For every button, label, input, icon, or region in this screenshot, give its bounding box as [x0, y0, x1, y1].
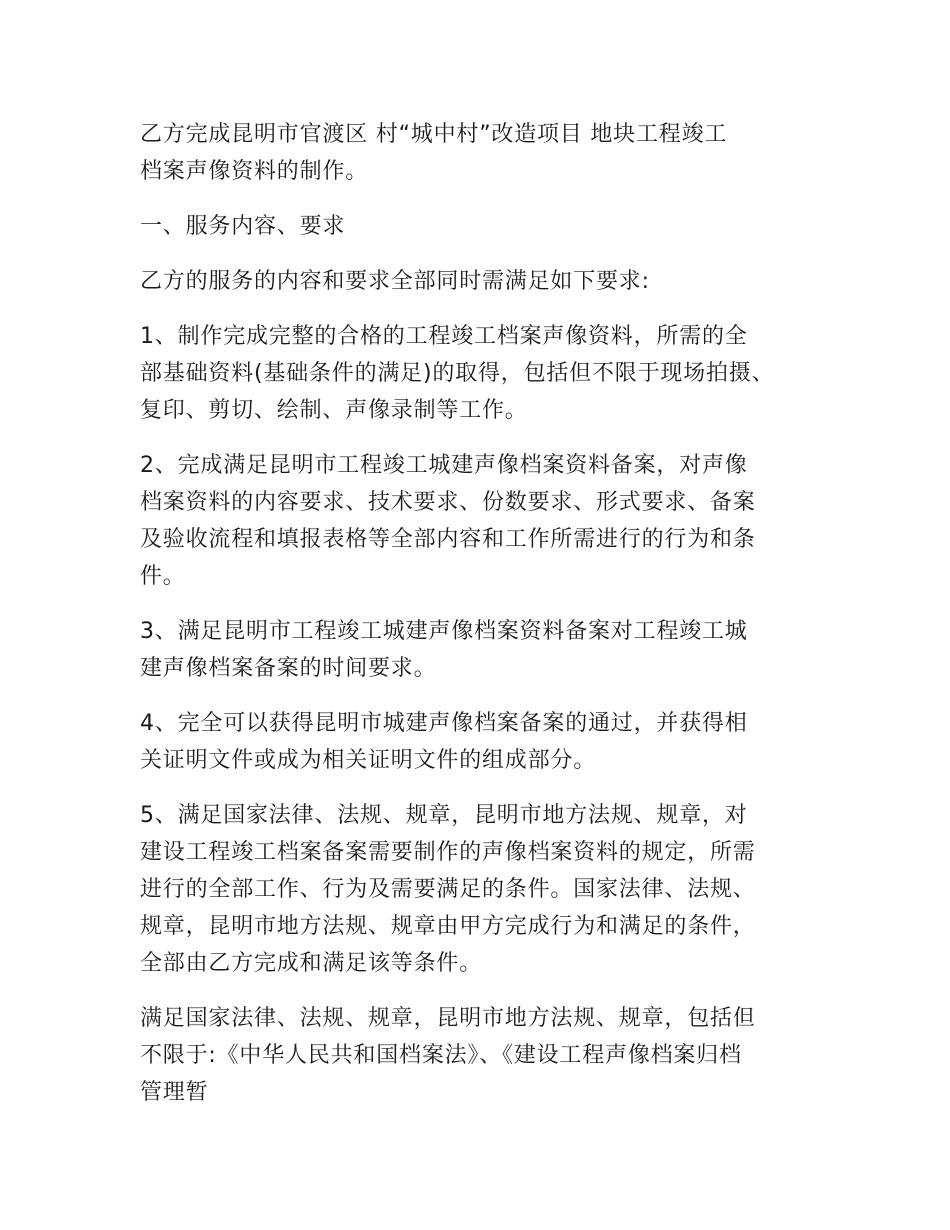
text-line: 5、满足国家法律、法规、规章，昆明市地方法规、规章，对 — [140, 803, 748, 828]
text-line: 2、完成满足昆明市工程竣工城建声像档案资料备案，对声像 — [140, 453, 748, 478]
legal-basis-paragraph — [140, 1000, 812, 1111]
text-line: 建声像档案备案的时间要求。 — [140, 656, 437, 681]
document-body — [140, 116, 812, 1129]
requirements-intro-paragraph — [140, 263, 812, 300]
requirement-item-3 — [140, 613, 812, 687]
text-line: 管理暂 — [140, 1080, 209, 1105]
section-heading — [140, 208, 812, 245]
text-line: 建设工程竣工档案备案需要制作的声像档案资料的规定，所需 — [140, 840, 756, 865]
text-line: 1、制作完成完整的合格的工程竣工档案声像资料，所需的全 — [140, 324, 748, 349]
text-line: 不限于:《中华人民共和国档案法》、《建设工程声像档案归档 — [140, 1043, 742, 1068]
text-line: 关证明文件或成为相关证明文件的组成部分。 — [140, 748, 597, 773]
text-line: 复印、剪切、绘制、声像录制等工作。 — [140, 398, 528, 423]
requirement-item-1 — [140, 318, 812, 429]
text-line: 全部由乙方完成和满足该等条件。 — [140, 951, 483, 976]
requirement-item-4 — [140, 705, 812, 779]
text-line: 及验收流程和填报表格等全部内容和工作所需进行的行为和条 — [140, 527, 756, 552]
text-line: 档案资料的内容要求、技术要求、份数要求、形式要求、备案 — [140, 490, 756, 515]
text-line: 规章，昆明市地方法规、规章由甲方完成行为和满足的条件， — [140, 914, 756, 939]
requirement-item-5 — [140, 797, 812, 982]
text-line: 进行的全部工作、行为及需要满足的条件。国家法律、法规、 — [140, 877, 756, 902]
text-line: 乙方的服务的内容和要求全部同时需满足如下要求: — [140, 269, 650, 294]
text-line: 4、完全可以获得昆明市城建声像档案备案的通过，并获得相 — [140, 711, 748, 736]
text-line: 一、服务内容、要求 — [140, 214, 346, 239]
text-line: 部基础资料(基础条件的满足)的取得，包括但不限于现场拍摄、 — [140, 361, 775, 386]
text-line: 满足国家法律、法规、规章，昆明市地方法规、规章，包括但 — [140, 1006, 756, 1031]
text-line: 3、满足昆明市工程竣工城建声像档案资料备案对工程竣工城 — [140, 619, 748, 644]
text-line: 档案声像资料的制作。 — [140, 159, 369, 184]
intro-paragraph — [140, 116, 812, 190]
text-line: 乙方完成昆明市官渡区 村“城中村”改造项目 地块工程竣工 — [140, 122, 728, 147]
text-line: 件。 — [140, 564, 186, 589]
requirement-item-2 — [140, 447, 812, 595]
